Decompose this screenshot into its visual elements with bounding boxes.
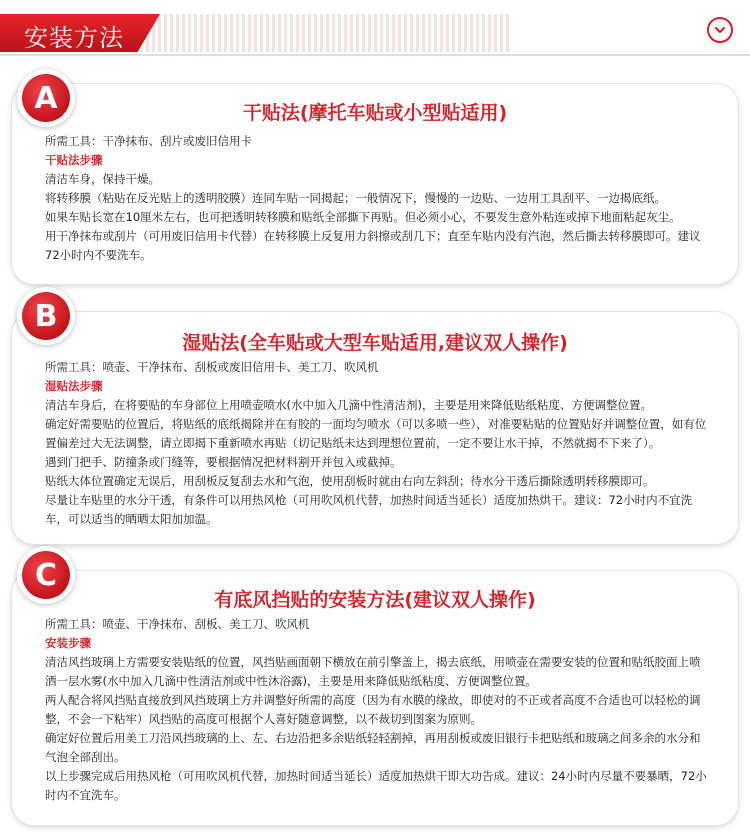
section-body — [45, 358, 710, 529]
section-title: 有底风挡贴的安装方法(建议双人操作) — [214, 589, 536, 611]
chevron-down-icon[interactable] — [707, 17, 733, 43]
step-text: 尽量让车贴里的水分干透，有条件可以用热风枪（可用吹风机代替，加热时间适当延长）适度加热烘干。建议：72小时内不宜洗车，可以适当的晒晒太阳加加温。 — [45, 493, 693, 526]
section-body — [45, 132, 710, 265]
section-header — [0, 0, 750, 62]
step-text: 遇到门把手、防撞条或门缝等，要根据情况把材料割开并包入或截掉。 — [45, 455, 402, 469]
step-text: 确定好需要贴的位置后，将贴纸的底纸揭除并在有胶的一面均匀喷水（可以多喷一些），对准要粘贴的位置贴好并调整位置，如有位置偏差过大无法调整，请立即揭下重新喷水再贴（切记贴纸未达到理想位置前，一定不要让水干掉，不然就揭不下来了）。 — [45, 417, 707, 450]
step-text: 贴纸大体位置确定无误后，用刮板反复刮去水和气泡，使用刮板时就由右向左斜刮；待水分干透后撕除透明转移膜即可。 — [45, 474, 655, 488]
section-card-b — [12, 312, 738, 544]
header-divider — [0, 54, 750, 56]
chevron-down-icon-glyph — [713, 23, 727, 37]
tools-text: 所需工具：喷壶、干净抹布、刮板、美工刀、吹风机 — [45, 617, 310, 631]
tools-text: 所需工具：干净抹布、刮片或废旧信用卡 — [45, 134, 252, 148]
steps-label: 湿贴法步骤 — [45, 379, 103, 393]
section-title: 湿贴法(全车贴或大型车贴适用,建议双人操作) — [182, 332, 568, 354]
section-card-a — [12, 84, 738, 284]
section-badge-a: A — [22, 74, 70, 122]
step-text: 两人配合将风挡贴直接放到风挡玻璃上方并调整好所需的高度（因为有水膜的缘故，即使对的不正或者高度不合适也可以轻松的调整，不会一下粘牢）风挡贴的高度可根据个人喜好随意调整，以不裁切到图案为原则。 — [45, 693, 701, 726]
header-stripes — [140, 14, 510, 52]
section-title: 干贴法(摩托车贴或小型贴适用) — [242, 102, 508, 124]
section-badge-b: B — [22, 292, 70, 340]
step-text: 清洁风挡玻璃上方需要安装贴纸的位置，风挡贴画面朝下横放在前引擎盖上，揭去底纸，用喷壶在需要安装的位置和贴纸胶面上喷洒一层水雾(水中加入几滴中性清洁剂或中性沐浴露)，主要是用来降低贴纸粘度、方便调整位置。 — [45, 655, 701, 688]
step-text: 将转移膜（粘贴在反光贴上的透明胶膜）连同车贴一同揭起；一般情况下，慢慢的一边贴、一边用工具刮平、一边揭底纸。 — [45, 191, 666, 205]
page-title: 安装方法 — [24, 24, 124, 52]
step-text: 如果车贴长宽在10厘米左右，也可把透明转移膜和贴纸全部撕下再贴。但必须小心，不要发生意外粘连或掉下地面粘起灰尘。 — [45, 210, 681, 224]
steps-label: 干贴法步骤 — [45, 153, 103, 167]
step-text: 清洁车身后，在将要贴的车身部位上用喷壶喷水(水中加入几滴中性清洁剂)，主要是用来降低贴纸粘度、方便调整位置。 — [45, 398, 652, 412]
section-badge-c: C — [22, 551, 70, 599]
step-text: 以上步骤完成后用热风枪（可用吹风机代替，加热时间适当延长）适度加热烘干即大功告成。建议：24小时内尽量不要暴晒，72小时内不宜洗车。 — [45, 769, 707, 802]
section-card-c — [12, 571, 738, 825]
step-text: 确定好位置后用美工刀沿风挡玻璃的上、左、右边沿把多余贴纸轻轻割掉，再用刮板或废旧银行卡把贴纸和玻璃之间多余的水分和气泡全部刮出。 — [45, 731, 701, 764]
section-body — [45, 615, 710, 805]
tools-text: 所需工具：喷壶、干净抹布、刮板或废旧信用卡、美工刀、吹风机 — [45, 360, 379, 374]
step-text: 用干净抹布或刮片（可用废旧信用卡代替）在转移膜上反复用力斜擦或刮几下；直至车贴内没有汽泡，然后撕去转移膜即可。建议72小时内不要洗车。 — [45, 229, 701, 262]
steps-label: 安装步骤 — [45, 636, 91, 650]
step-text: 清洁车身，保持干燥。 — [45, 172, 160, 186]
